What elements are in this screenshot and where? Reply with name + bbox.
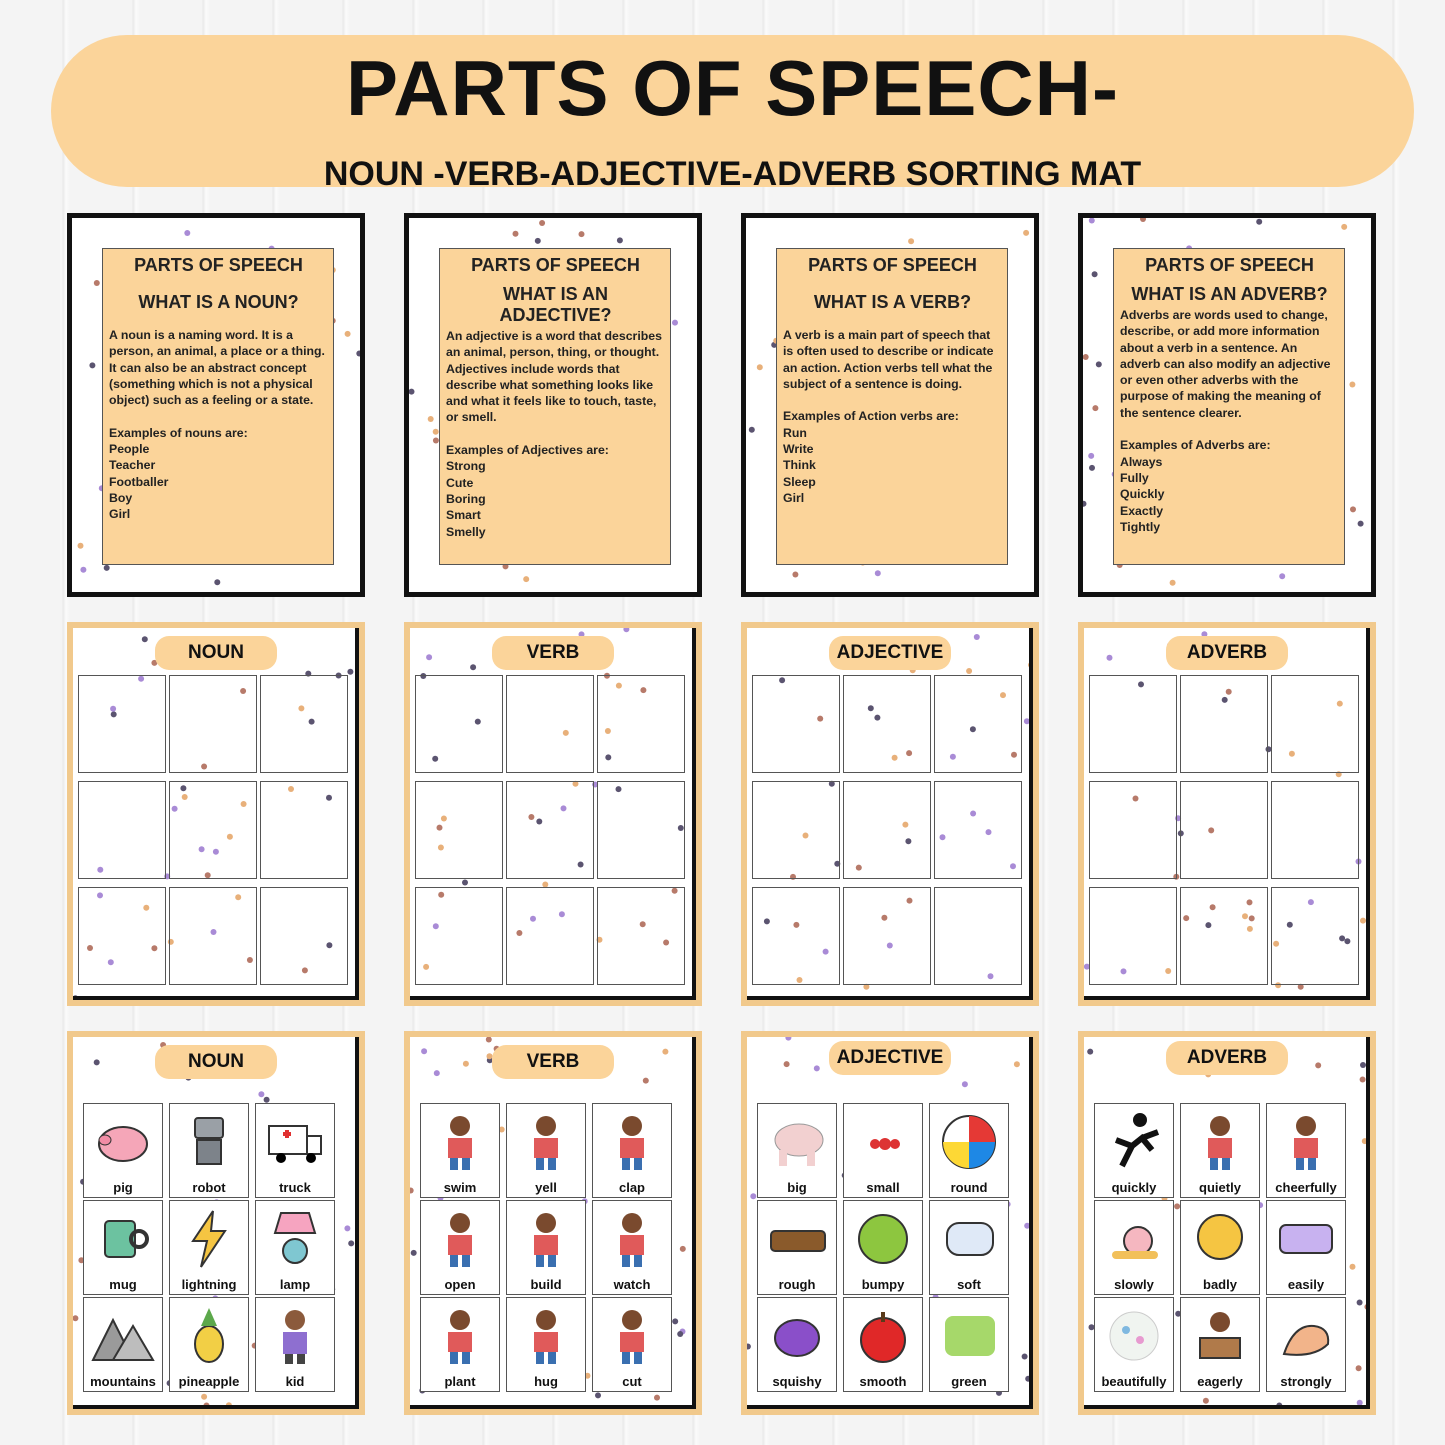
picture-card[interactable] [592,1200,672,1295]
picture-card[interactable] [255,1200,335,1295]
word-label: plant [444,1374,476,1389]
category-label: VERB [492,636,614,670]
title-banner [51,35,1414,193]
sorting-cell[interactable] [597,887,685,985]
picture-sorting-mat [741,1031,1039,1415]
run-picture-icon [1102,1110,1166,1174]
sorting-cell[interactable] [1180,781,1268,879]
picture-card[interactable] [83,1297,163,1392]
info-body: A noun is a naming word. It is a person, an animal, a place or a thing. It can also be an abstract concept (something which is not a physical object) such as a feeling or a state. Examples of nouns are: People Teacher Footballer Boy Girl [109,328,325,522]
person-picture-icon [428,1304,492,1368]
sorting-cell[interactable] [415,675,503,773]
muscle-picture-icon [1274,1304,1338,1368]
word-label: hug [534,1374,558,1389]
word-label: swim [443,1180,477,1195]
picture-card[interactable] [83,1103,163,1198]
word-label: watch [613,1277,651,1292]
lamp-picture-icon [263,1207,327,1271]
picture-sorting-mat [67,1031,365,1415]
person-picture-icon [600,1110,664,1174]
sorting-cell[interactable] [934,675,1022,773]
sorting-cell[interactable] [1271,675,1359,773]
sorting-cell[interactable] [843,781,931,879]
picture-sorting-mat [1078,1031,1376,1415]
info-question: WHAT IS AN ADJECTIVE? [499,284,612,325]
sorting-cell[interactable] [260,675,348,773]
person-picture-icon [514,1207,578,1271]
word-label: squishy [772,1374,822,1389]
word-label: open [444,1277,476,1292]
sorting-cell[interactable] [506,781,594,879]
person-picture-icon [600,1207,664,1271]
category-label: ADVERB [1166,636,1288,670]
sorting-cell[interactable] [597,675,685,773]
picture-card[interactable] [1266,1103,1346,1198]
picture-card[interactable] [843,1200,923,1295]
sorting-cell[interactable] [934,887,1022,985]
info-body: An adjective is a word that describes an animal, person, thing, or thought. Adjectives include words that describe what something looks like and what it feels like to touch, taste, or smell. Examples of Adjectives are: Strong Cute Boring Smart Smelly [446,329,662,539]
word-label: pineapple [178,1374,240,1389]
flowers-picture-icon [1102,1304,1166,1368]
sorting-cell[interactable] [1089,781,1177,879]
picture-card[interactable] [506,1103,586,1198]
word-label: rough [778,1277,816,1292]
sorting-cell[interactable] [415,781,503,879]
word-label: small [866,1180,900,1195]
info-card [741,213,1039,597]
picture-card[interactable] [592,1103,672,1198]
category-label: ADJECTIVE [829,1041,951,1075]
truck-picture-icon [263,1110,327,1174]
kid-picture-icon [263,1304,327,1368]
category-label: ADVERB [1166,1041,1288,1075]
bumpy-picture-icon [851,1207,915,1271]
picture-card[interactable] [420,1297,500,1392]
snail-picture-icon [1102,1207,1166,1271]
word-label: cut [622,1374,642,1389]
info-body: Adverbs are words used to change, describe, or add more information about a verb in a sentence. An adverb can also modify an adjective or even other adverbs with the purpose of making the meaning of the sentence clearer. Examples of Adverbs are: Always Fully Quickly Exactly Tightly [1120,308,1331,534]
category-label: NOUN [155,636,277,670]
word-label: green [951,1374,987,1389]
sorting-cell[interactable] [78,781,166,879]
sorting-cell[interactable] [260,887,348,985]
sorting-cell[interactable] [169,675,257,773]
picture-card[interactable] [1180,1103,1260,1198]
picture-card[interactable] [83,1200,163,1295]
picture-sorting-mat [404,1031,702,1415]
word-label: slowly [1114,1277,1154,1292]
sorting-cell[interactable] [169,887,257,985]
word-label: lamp [279,1277,311,1292]
sorting-cell[interactable] [1180,675,1268,773]
sorting-cell[interactable] [169,781,257,879]
pig-picture-icon [91,1110,155,1174]
empty-sorting-mat [404,622,702,1006]
picture-card[interactable] [757,1297,837,1392]
info-heading: PARTS OF SPEECH [471,255,640,275]
page-subtitle: NOUN -VERB-ADJECTIVE-ADVERB SORTING MAT [323,155,1142,193]
empty-sorting-mat [741,622,1039,1006]
pillow-picture-icon [937,1207,1001,1271]
word-label: clap [618,1180,645,1195]
picture-card[interactable] [929,1200,1009,1295]
desk-picture-icon [1188,1304,1252,1368]
word-label: soft [957,1277,981,1292]
picture-card[interactable] [169,1297,249,1392]
face-picture-icon [1188,1207,1252,1271]
picture-card[interactable] [1094,1200,1174,1295]
person-picture-icon [514,1110,578,1174]
person-picture-icon [428,1207,492,1271]
page-title: PARTS OF SPEECH- [346,44,1119,132]
info-card [1078,213,1376,597]
apple-picture-icon [851,1304,915,1368]
sorting-cell[interactable] [843,887,931,985]
picture-card[interactable] [757,1103,837,1198]
picture-card[interactable] [757,1200,837,1295]
word-label: cheerfully [1275,1180,1337,1195]
word-label: big [787,1180,807,1195]
empty-sorting-mat [1078,622,1376,1006]
ball-picture-icon [937,1110,1001,1174]
word-label: mountains [90,1374,156,1389]
word-label: smooth [859,1374,907,1389]
picture-card[interactable] [592,1297,672,1392]
picture-card[interactable] [929,1103,1009,1198]
squishy-picture-icon [765,1304,829,1368]
picture-card[interactable] [506,1297,586,1392]
person-picture-icon [514,1304,578,1368]
picture-card[interactable] [1094,1297,1174,1392]
sorting-cell[interactable] [752,781,840,879]
word-label: yell [535,1180,557,1195]
picture-card[interactable] [255,1297,335,1392]
wood-picture-icon [765,1207,829,1271]
word-label: eagerly [1197,1374,1243,1389]
word-label: quietly [1199,1180,1241,1195]
lightning-picture-icon [177,1207,241,1271]
category-label: ADJECTIVE [829,636,951,670]
word-label: round [950,1180,988,1195]
easy-picture-icon [1274,1207,1338,1271]
picture-card[interactable] [1180,1200,1260,1295]
picture-card[interactable] [843,1103,923,1198]
green-picture-icon [937,1304,1001,1368]
info-box [439,248,671,565]
info-heading: PARTS OF SPEECH [1145,255,1314,275]
info-box [776,248,1008,565]
sorting-cell[interactable] [415,887,503,985]
word-label: easily [1287,1277,1325,1292]
word-label: mug [109,1277,137,1292]
sorting-cell[interactable] [934,781,1022,879]
person-picture-icon [428,1110,492,1174]
person-picture-icon [600,1304,664,1368]
sorting-cell[interactable] [752,675,840,773]
word-label: kid [285,1374,305,1389]
picture-card[interactable] [843,1297,923,1392]
picture-card[interactable] [1266,1200,1346,1295]
info-box [102,248,334,565]
pineapple-picture-icon [177,1304,241,1368]
picture-card[interactable] [420,1200,500,1295]
elephant-picture-icon [765,1110,829,1174]
word-label: build [530,1277,562,1292]
sorting-cell[interactable] [1180,887,1268,985]
mountains-picture-icon [91,1304,155,1368]
sorting-cell[interactable] [260,781,348,879]
picture-card[interactable] [1266,1297,1346,1392]
info-heading: PARTS OF SPEECH [808,255,977,275]
sorting-cell[interactable] [597,781,685,879]
picture-card[interactable] [506,1200,586,1295]
word-label: quickly [1111,1180,1157,1195]
info-card [67,213,365,597]
word-label: robot [192,1180,226,1195]
category-label: NOUN [155,1045,277,1079]
info-question: WHAT IS AN ADVERB? [1131,284,1328,304]
category-label: VERB [492,1045,614,1079]
picture-card[interactable] [420,1103,500,1198]
ant-picture-icon [851,1110,915,1174]
picture-card[interactable] [1180,1297,1260,1392]
sorting-cell[interactable] [1271,887,1359,985]
sorting-cell[interactable] [506,887,594,985]
sorting-cell[interactable] [752,887,840,985]
sorting-cell[interactable] [1089,887,1177,985]
info-box [1113,248,1345,565]
sorting-cell[interactable] [78,675,166,773]
word-label: beautifully [1101,1374,1167,1389]
info-body: A verb is a main part of speech that is often used to describe or indicate an action. Action verbs tell what the subject of a sentence is doing. Examples of Action verbs are: Run Write Think Sleep Girl [783,328,994,505]
person-picture-icon [1188,1110,1252,1174]
word-label: lightning [181,1277,237,1292]
picture-card[interactable] [929,1297,1009,1392]
picture-card[interactable] [169,1200,249,1295]
person-picture-icon [1274,1110,1338,1174]
info-card [404,213,702,597]
sorting-cell[interactable] [1089,675,1177,773]
word-label: badly [1203,1277,1237,1292]
word-label: truck [279,1180,311,1195]
robot-picture-icon [177,1110,241,1174]
picture-card[interactable] [255,1103,335,1198]
empty-sorting-mat [67,622,365,1006]
word-label: bumpy [861,1277,905,1292]
mug-picture-icon [91,1207,155,1271]
word-label: strongly [1280,1374,1332,1389]
picture-card[interactable] [1094,1103,1174,1198]
picture-card[interactable] [169,1103,249,1198]
info-heading: PARTS OF SPEECH [134,255,303,275]
sorting-cell[interactable] [1271,781,1359,879]
sorting-cell[interactable] [78,887,166,985]
sorting-cell[interactable] [506,675,594,773]
info-question: WHAT IS A VERB? [813,292,972,312]
word-label: pig [113,1180,133,1195]
sorting-cell[interactable] [843,675,931,773]
info-question: WHAT IS A NOUN? [138,292,299,312]
